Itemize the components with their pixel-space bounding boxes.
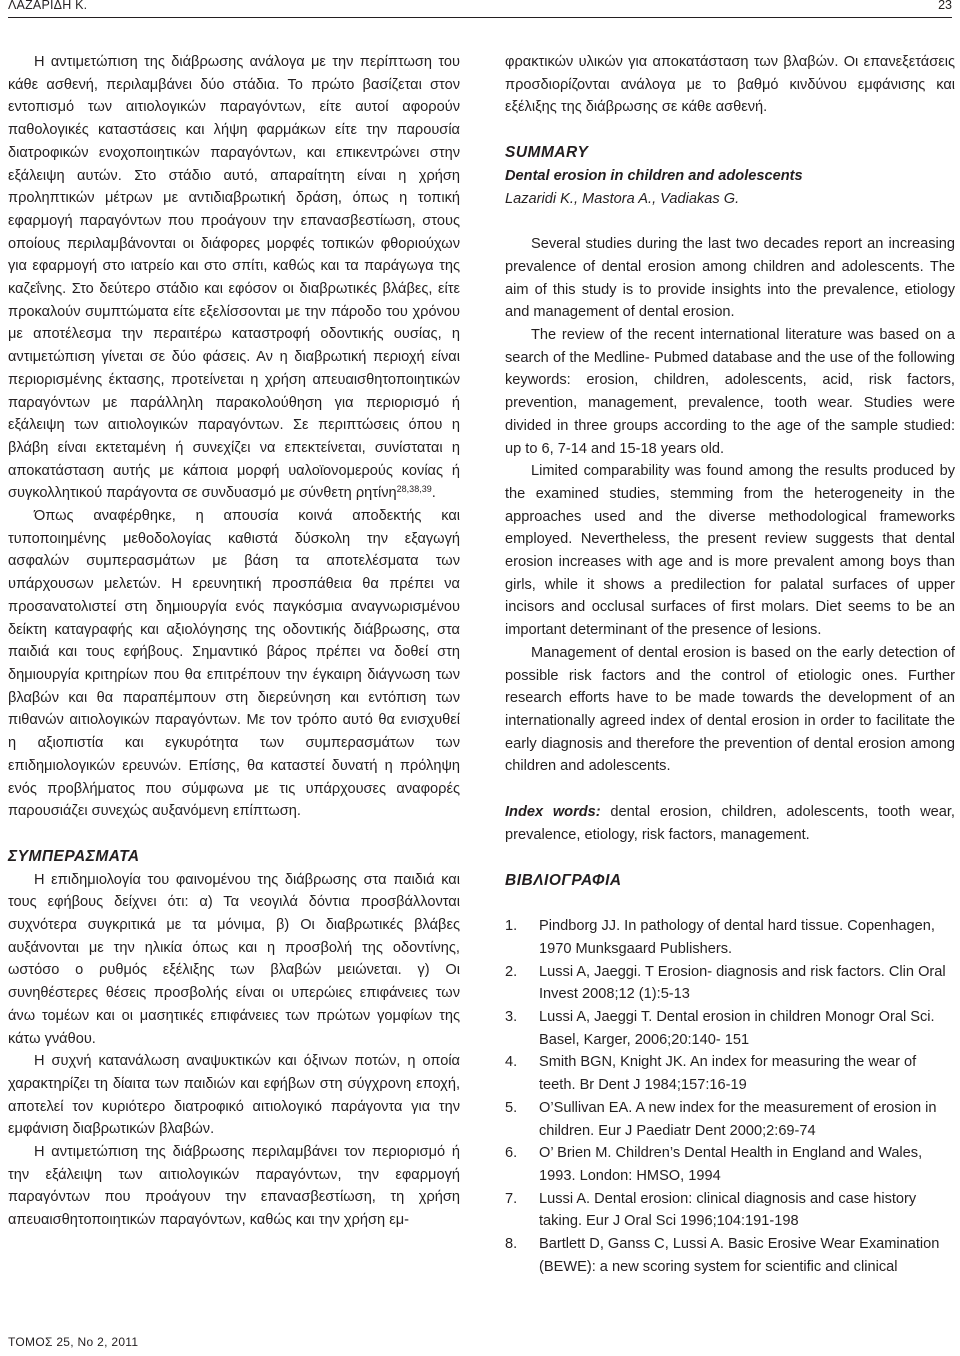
left-column bbox=[8, 51, 460, 1232]
reference-item: 5. O’Sullivan EA. A new index for the measurement of erosion in children. Eur J Paediatr Dent 2000;2:69-74 bbox=[505, 1099, 937, 1139]
header-rule bbox=[8, 17, 952, 18]
reference-item: 1. Pindborg JJ. In pathology of dental hard tissue. Copenhagen, 1970 Munksgaard Publishers. bbox=[505, 918, 935, 957]
page-number: 23 bbox=[938, 0, 952, 12]
running-header bbox=[8, 0, 952, 18]
summary-paragraph-2: The review of the recent international literature was based on a search of the Medline- Pubmed database and the use of the following keywords: erosion, children, adolescents, acid, risk factors, prevention, management, prevalence, tooth wear. Studies were divided in three groups according to the age of the sample studied: up to 6, 7-14 and 15-18 years old. bbox=[505, 327, 955, 457]
index-words-label: Index words: bbox=[505, 804, 601, 821]
index-words bbox=[505, 801, 955, 846]
issue-footer: ΤΟΜΟΣ 25, No 2, 2011 bbox=[8, 1335, 139, 1349]
running-author: ΛΑΖΑΡΙΔΗ Κ. bbox=[8, 0, 88, 12]
conclusions-heading: ΣΥΜΠΕΡΑΣΜΑΤΑ bbox=[8, 847, 140, 865]
reference-list bbox=[505, 915, 955, 1278]
reference-item: 6. O’ Brien M. Children’s Dental Health in England and Wales, 1993. London: HMSO, 1994 bbox=[505, 1145, 923, 1184]
summary-paragraph-3: Limited comparability was found among the results produced by the examined studies, stemming from the heterogeneity in the approaches used and the diverse methodological frameworks employed. Nevertheless, the present review suggests that dental erosion increases with age and is more prevalent among boys than girls, while it shows a predilection for palatal surfaces of upper incisors and occlusal surfaces of first molars. Diet seems to be an important determinant of the presence of lesions. bbox=[505, 463, 955, 639]
reference-item: 7. Lussi A. Dental erosion: clinical diagnosis and case history taking. Eur J Oral Sci 1996;104:191-198 bbox=[505, 1190, 917, 1230]
reference-item: 3. Lussi A, Jaeggi T. Dental erosion in children Monogr Oral Sci. Basel, Karger, 2006;20:140- 151 bbox=[505, 1009, 935, 1048]
reference-item: 4. Smith BGN, Knight JK. An index for measuring the wear of teeth. Br Dent J 1984;157:16-19 bbox=[505, 1054, 917, 1094]
summary-paragraph-1: Several studies during the last two decades report an increasing prevalence of dental erosion among children and adolescents. The aim of this study is to provide insights into the prevalence, etiology and management of dental erosion. bbox=[505, 236, 955, 321]
conclusion-paragraph-3: Η αντιμετώπιση της διάβρωσης περιλαμβάνει τον περιορισμό ή την εξάλειψη των αιτιολογικών παραγόντων, την εφαρμογή παραγόντων που προάγουν την επανασβεστίωση, τη χρήση απευαισθητοποιητικών παραγόντων, καθώς και την χρήση εμ- bbox=[8, 1144, 460, 1229]
methodology-paragraph: Όπως αναφέρθηκε, η απουσία κοινά αποδεκτής και τυποποιημένης μεθοδολογίας καθιστά δύσκολη την εξαγωγή ασφαλών συμπερασμάτων με βάση τα αποτελέσματα των υπάρχουσων μελετών. Η ερευνητική προσπάθεια θα πρέπει να προσανατολιστεί στη δημιουργία ενός παγκόσμια αναγνωρισμένου δείκτη καταγραφής και αξιολόγησης της οδοντικής διάβρωσης, στα παιδιά και τους εφήβους. Σημαντικό βάρος πρέπει να δοθεί στη δημιουργία κριτηρίων που θα επιτρέπουν την έγκαιρη διάγνωση των βλαβών και θα παραπέμπουν στη διερεύνηση και εντόπιση των πιθανών αιτιολογικών παραγόντων. Με τον τρόπο αυτό θα ενισχυθεί η αξιοπιστία και εγκυρότητα των συμπερασμάτων των επιδημιολογικών ερευνών. Επίσης, θα καταστεί δυνατή η πρόληψη ενός προβλήματος που σύμφωνα με τις υπάρχουσες αναφορές παρουσιάζει συνεχώς αυξανόμενη επίπτωση. bbox=[8, 508, 460, 820]
summary-title: Dental erosion in children and adolescents bbox=[505, 167, 803, 184]
index-words-text: dental erosion, children, adolescents, tooth wear, prevalence, etiology, risk factors, management. bbox=[505, 804, 955, 843]
summary-authors: Lazaridi K., Mastora A., Vadiakas G. bbox=[505, 190, 740, 207]
reference-item: 2. Lussi A, Jaeggi. T Erosion- diagnosis and risk factors. Clin Oral Invest 2008;12 (1):5-13 bbox=[505, 963, 946, 1003]
conclusion-paragraph-1: Η επιδημιολογία του φαινομένου της διάβρωσης στα παιδιά και τους εφήβους δείχνει ότι: α) Τα νεογιλά δόντια προσβάλλονται συχνότερα συγκριτικά με τα μόνιμα, β) Οι διαβρωτικές βλάβες αυξάνονται με την ηλικία όπως και η προσβολή της οδοντίνης, ωστόσο ο ρυθμός εξέλιξης των βλαβών μειώνεται. γ) Οι συνηθέστερες θέσεις προσβολής είναι οι υπερώιες επιφάνειες των άνω τομέων και οι μασητικές επιφάνειες των πρώτων γομφίων της κάτω γνάθου. bbox=[8, 871, 460, 1047]
citation-superscript: 28,38,39 bbox=[396, 484, 432, 495]
summary-paragraph-4: Management of dental erosion is based on the early detection of possible risk factors and the control of etiologic ones. Further research efforts have to be made towards the development of an internationally agreed index of dental erosion in order to facilitate the early diagnosis and therefore the prevention of dental erosion among children and adolescents. bbox=[505, 644, 955, 775]
continued-paragraph: φρακτικών υλικών για αποκατάσταση των βλαβών. Οι επανεξετάσεις προσδιορίζονται ανάλογα με το βαθμό κινδύνου εμφάνισης και εξέλιξης της διάβρωσης σε κάθε ασθενή. bbox=[505, 54, 955, 116]
bibliography-heading: ΒΙΒΛΙΟΓΡΑΦΙΑ bbox=[505, 871, 622, 889]
conclusion-paragraph-2: Η συχνή κατανάλωση αναψυκτικών και όξινων ποτών, η οποία χαρακτηρίζει τη δίαιτα των παιδιών και εφήβων στη σύγχρονη εποχή, αποτελεί τον κυριότερο διατροφικό αιτιολογικό παράγοντα για την εμφάνιση διαβρωτικών βλαβών. bbox=[8, 1053, 460, 1138]
reference-item: 8. Bartlett D, Ganss C, Lussi A. Basic Erosive Wear Examination (BEWE): a new scoring system for scientific and clinical bbox=[505, 1236, 940, 1275]
management-paragraph: Η αντιμετώπιση της διάβρωσης ανάλογα με την περίπτωση του κάθε ασθενή, περιλαμβάνει δύο στάδια. Το πρώτο βασίζεται στον εντοπισμό των αιτιολογικών παραγόντων, είτε αυτοί αφορούν παθολογικές καταστάσεις και λήψη φαρμάκων είτε την παρουσία διατροφικών ενοχοποιητικών παραγόντων, και επικεντρώνει στην εξάλειψη αυτών. Στο στάδιο αυτό, απαραίτητη είναι η χρήση προληπτικών μέτρων με αντιδιαβρωτική δράση, όπως η τοπική εφαρμογή παραγόντων που προάγουν την επανασβεστίωση, στους οποίους περιλαμβάνονται οι διάφορες μορφές τοπικών φθοριούχων για εφαρμογή στο ιατρείο και στο σπίτι, καθώς και τα παράγωγα της καζεΐνης. Στο δεύτερο στάδιο και εφόσον οι διαβρωτικές βλάβες, είτε προκαλούν συμπτώματα είτε εξελίσσονται με την πάροδο του χρόνου με αποτέλεσμα την περαιτέρω καταστροφή οδοντικής ουσίας, η αντιμετώπιση γίνεται σε δύο φάσεις. Αν η διαβρωτική περιοχή είναι περιορισμένης έκτασης, προτείνεται η χρήση απευαισθητοποιητικών παραγόντων με παράλληλη παρακολούθηση για περιορισμό ή εξάλειψη των αιτιολογικών παραγόντων. Σε περιπτώσεις όπου η βλάβη είναι εκτεταμένη ή συνεχίζει να επεκτείνεται, συνίσταται η αποκατάσταση αυτής με κάποια μορφή υαλοϊονομερούς κονίας ή συγκολλητικού παράγοντα σε συνδυασμό με σύνθετη ρητίνη$^{28,38,39}$. bbox=[8, 54, 460, 502]
summary-heading: SUMMARY bbox=[505, 144, 589, 162]
right-column bbox=[505, 51, 955, 1278]
